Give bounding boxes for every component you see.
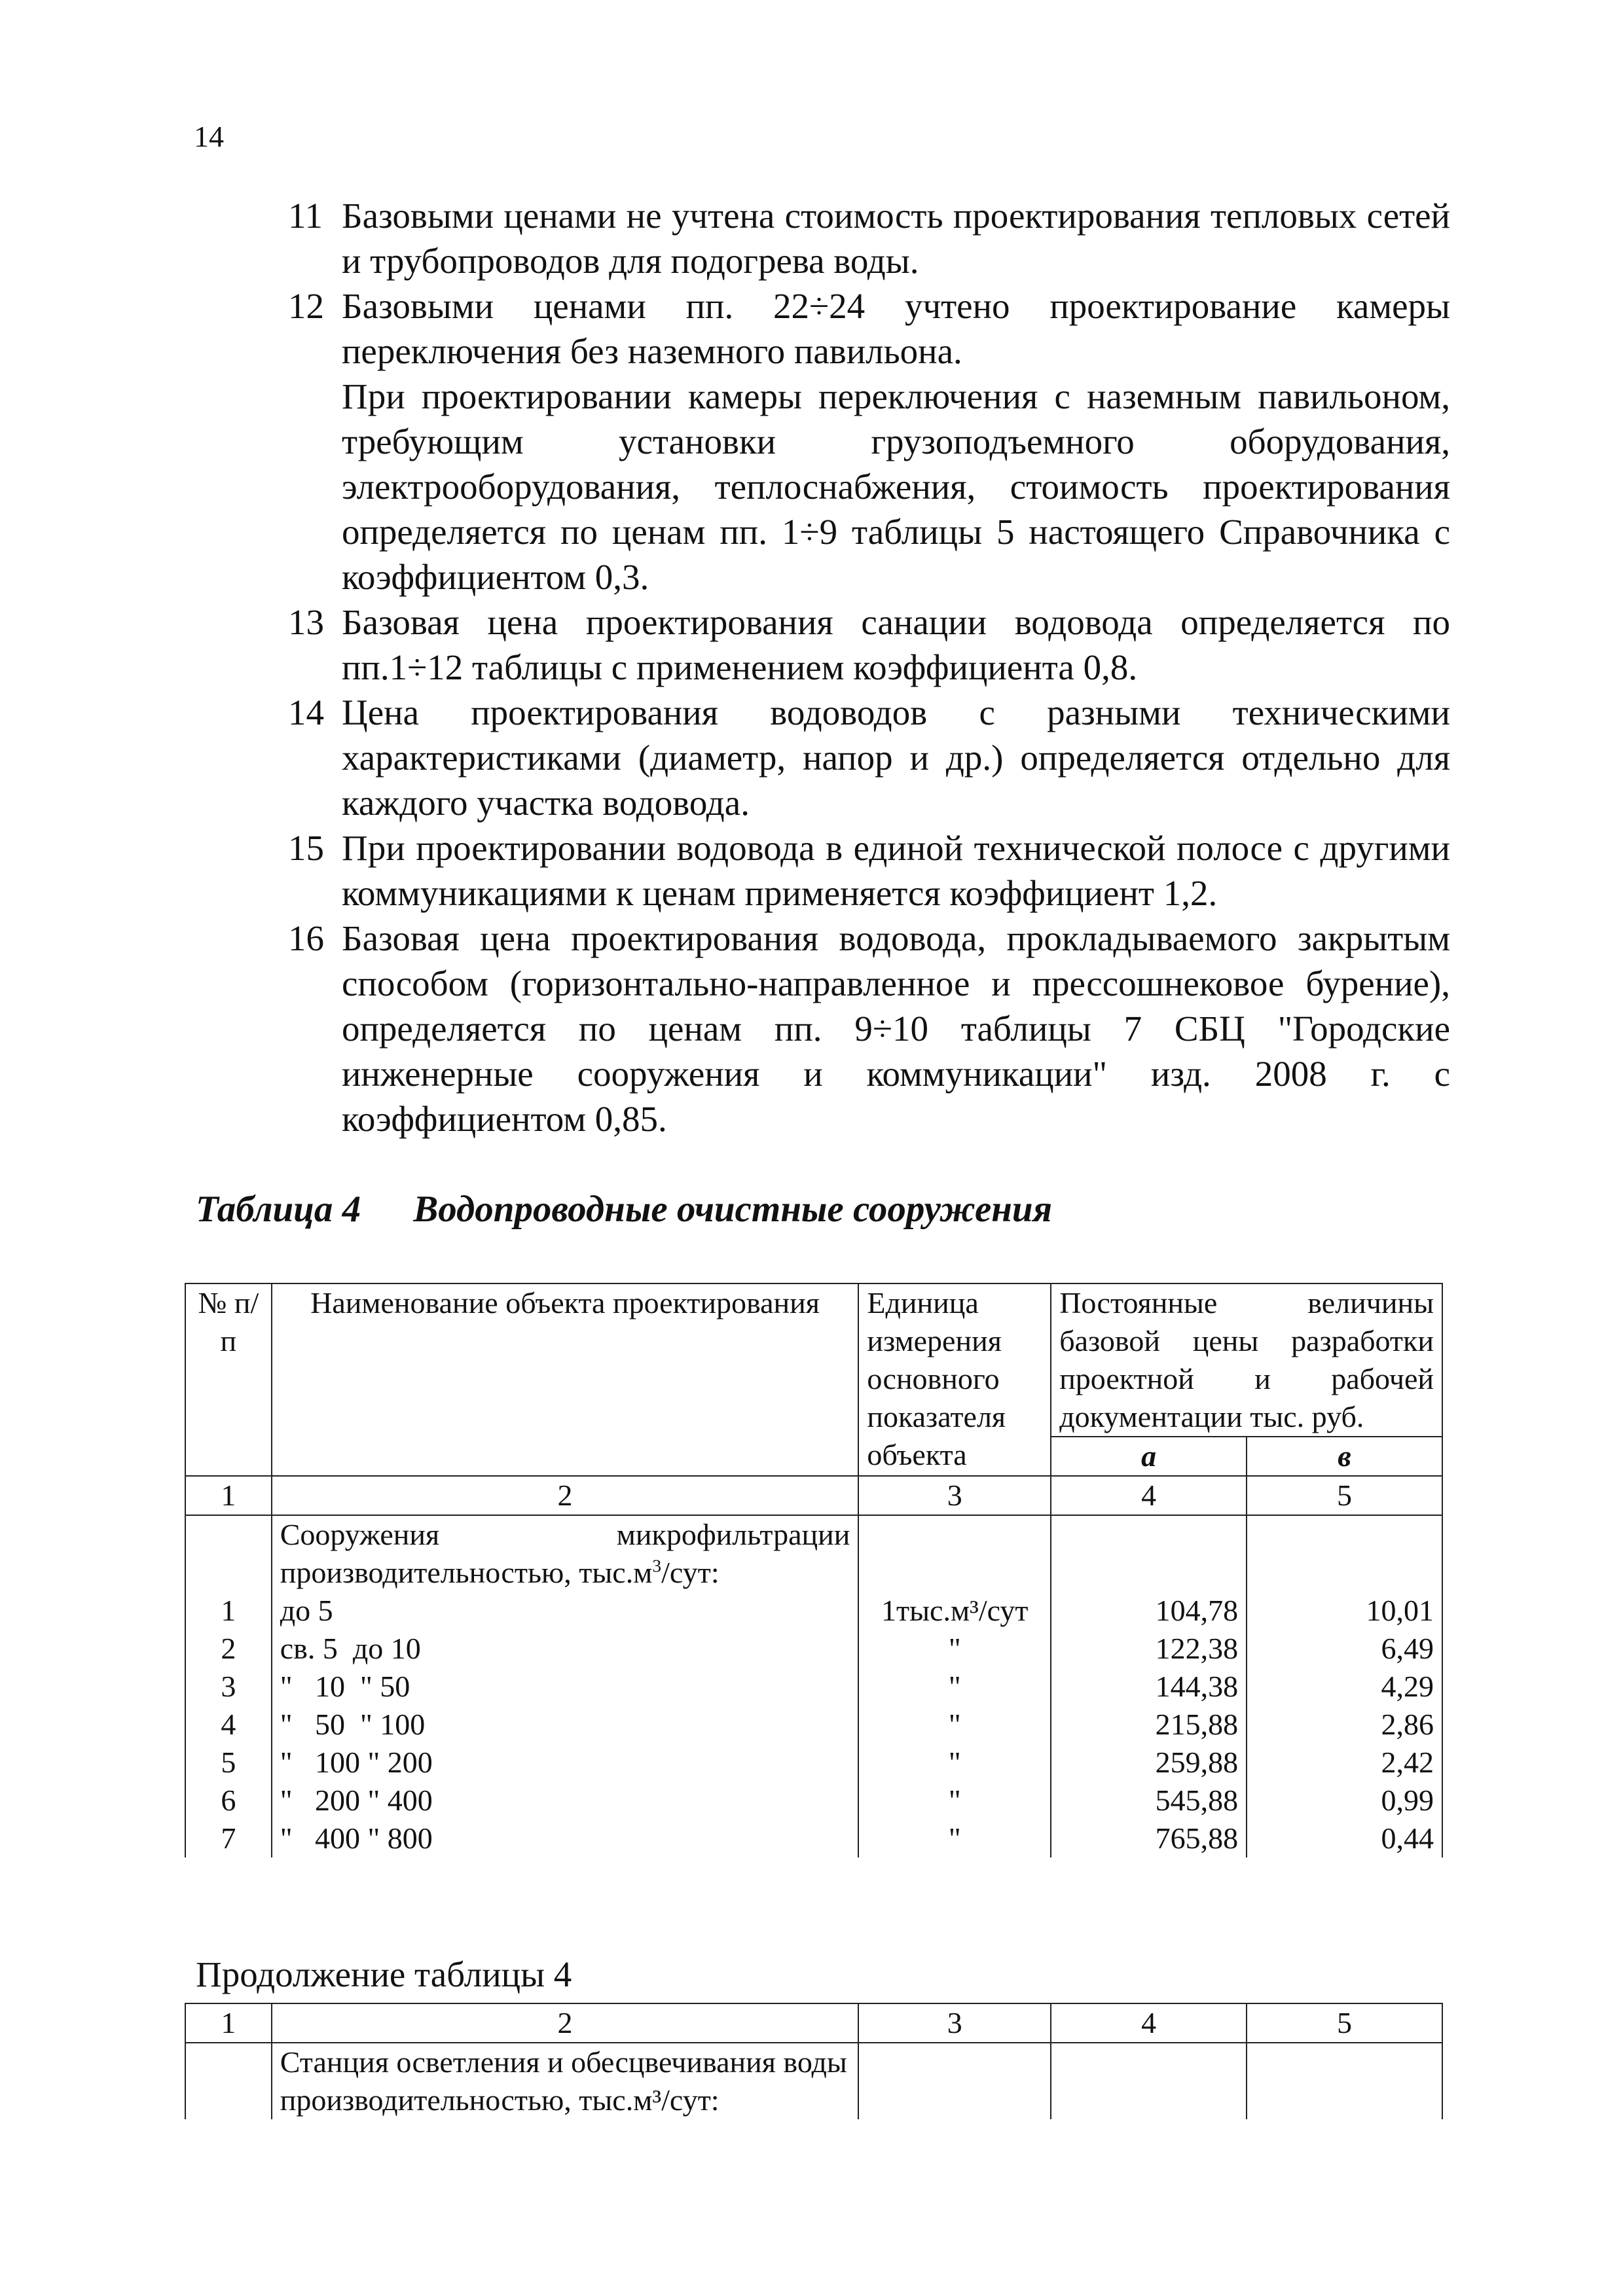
page-number: 14 <box>194 120 224 153</box>
row-a: 144,38 <box>1155 1670 1239 1703</box>
table-caption <box>196 1188 1052 1230</box>
col-number: 5 <box>1247 2003 1442 2043</box>
header-name: Наименование объекта проектирования <box>272 1283 859 1476</box>
row-name: св. 5 до 10 <box>280 1632 421 1665</box>
row-a: 545,88 <box>1155 1784 1239 1817</box>
row-b: 0,99 <box>1381 1784 1434 1817</box>
note-number: 11 <box>288 196 323 236</box>
continuation-table <box>185 2003 1443 2119</box>
note-extra-text: При проектировании камеры переключения с наземным павильоном, требующим установки грузоподъемного оборудования, электрооборудования, теплоснабжения, стоимость проектирования определяется по ценам пп. 1÷9 таблицы 5 настоящего Справочника с коэффициентом 0,3. <box>342 376 1450 597</box>
col-number: 3 <box>858 2003 1051 2043</box>
row-unit: " <box>948 1708 961 1741</box>
col-number: 1 <box>185 2003 272 2043</box>
col-number: 4 <box>1051 1476 1247 1515</box>
col-number: 1 <box>185 1476 272 1515</box>
row-number: 1 <box>221 1594 236 1627</box>
col-number: 2 <box>272 2003 859 2043</box>
note-16 <box>288 916 1450 1141</box>
row-b: 2,86 <box>1381 1708 1434 1741</box>
note-14 <box>288 690 1450 825</box>
note-number: 12 <box>288 286 324 326</box>
col-number: 5 <box>1247 1476 1442 1515</box>
row-b: 0,44 <box>1381 1821 1434 1855</box>
prices-table <box>185 1283 1443 1857</box>
note-text: Базовыми ценами не учтена стоимость проектирования тепловых сетей и трубопроводов для подогрева воды. <box>342 196 1450 281</box>
note-text: Цена проектирования водоводов с разными техническими характеристиками (диаметр, напор и др.) определяется отдельно для каждого участка водовода. <box>342 692 1450 823</box>
note-11 <box>288 193 1450 283</box>
row-b: 10,01 <box>1366 1594 1434 1627</box>
row-b: 6,49 <box>1381 1632 1434 1665</box>
row-number: 6 <box>221 1784 236 1817</box>
row-unit: " <box>948 1670 961 1703</box>
col-number: 4 <box>1051 2003 1247 2043</box>
note-number: 16 <box>288 918 324 958</box>
row-a: 765,88 <box>1155 1821 1239 1855</box>
note-15 <box>288 825 1450 916</box>
notes-list <box>288 193 1450 1141</box>
row-number: 5 <box>221 1746 236 1779</box>
unit-column <box>858 1515 1051 1857</box>
row-unit: 1тыс.м³/сут <box>881 1594 1029 1627</box>
row-name: " 50 " 100 <box>280 1708 426 1741</box>
row-number: 3 <box>221 1670 236 1703</box>
name-column <box>272 1515 859 1857</box>
header-a: а <box>1051 1437 1247 1476</box>
note-13 <box>288 600 1450 690</box>
header-constants: Постоянные величины базовой цены разработки проектной и рабочей документации тыс. руб. <box>1051 1283 1442 1437</box>
group-title: Станция осветления и обесцвечивания воды производительностью, тыс.м³/сут: <box>272 2043 859 2119</box>
header-unit: Единица измерения основного показателя объекта <box>858 1283 1051 1476</box>
note-number: 14 <box>288 692 324 732</box>
group-title: Сооружения микрофильтрации производительностью, $тыс.м^3$/сут: <box>280 1518 850 1589</box>
row-name: до 5 <box>280 1594 333 1627</box>
note-text: Базовая цена проектирования санации водовода определяется по пп.1÷12 таблицы с применением коэффициента 0,8. <box>342 602 1450 687</box>
num-column <box>185 1515 272 1857</box>
column-numbers-row <box>185 2003 1442 2043</box>
row-name: " 10 " 50 <box>280 1670 410 1703</box>
note-12 <box>288 283 1450 600</box>
note-text: Базовыми ценами пп. 22÷24 учтено проектирование камеры переключения без наземного павильона. <box>342 286 1450 371</box>
header-b: в <box>1247 1437 1442 1476</box>
col-number: 2 <box>272 1476 859 1515</box>
row-unit: " <box>948 1746 961 1779</box>
header-num: № п/п <box>185 1283 272 1476</box>
table-title: Водопроводные очистные сооружения <box>413 1189 1052 1230</box>
row-name: " 100 " 200 <box>280 1746 433 1779</box>
column-numbers-row <box>185 1476 1442 1515</box>
row-unit: " <box>948 1784 961 1817</box>
row-number: 2 <box>221 1632 236 1665</box>
a-column <box>1051 1515 1247 1857</box>
row-name: " 400 " 800 <box>280 1821 433 1855</box>
note-text: При проектировании водовода в единой технической полосе с другими коммуникациями к ценам применяется коэффициент 1,2. <box>342 828 1450 913</box>
table-label: Таблица 4 <box>196 1189 361 1230</box>
note-number: 13 <box>288 602 324 642</box>
row-name: " 200 " 400 <box>280 1784 433 1817</box>
row-b: 2,42 <box>1381 1746 1434 1779</box>
col-number: 3 <box>858 1476 1051 1515</box>
row-unit: " <box>948 1632 961 1665</box>
row-b: 4,29 <box>1381 1670 1434 1703</box>
row-a: 259,88 <box>1155 1746 1239 1779</box>
row-number: 4 <box>221 1708 236 1741</box>
continuation-body <box>185 2043 1442 2119</box>
row-number: 7 <box>221 1821 236 1855</box>
table-header-row <box>185 1283 1442 1437</box>
row-a: 104,78 <box>1155 1594 1239 1627</box>
row-unit: " <box>948 1821 961 1855</box>
row-a: 215,88 <box>1155 1708 1239 1741</box>
row-a: 122,38 <box>1155 1632 1239 1665</box>
note-number: 15 <box>288 828 324 868</box>
continuation-caption: Продолжение таблицы 4 <box>196 1954 572 1994</box>
b-column <box>1247 1515 1442 1857</box>
table-body <box>185 1515 1442 1857</box>
note-text: Базовая цена проектирования водовода, прокладываемого закрытым способом (горизонтально-направленное и прессошнековое бурение), определяется по ценам пп. 9÷10 таблицы 7 СБЦ "Городские инженерные сооружения и коммуникации" изд. 2008 г. с коэффициентом 0,85. <box>342 918 1450 1139</box>
